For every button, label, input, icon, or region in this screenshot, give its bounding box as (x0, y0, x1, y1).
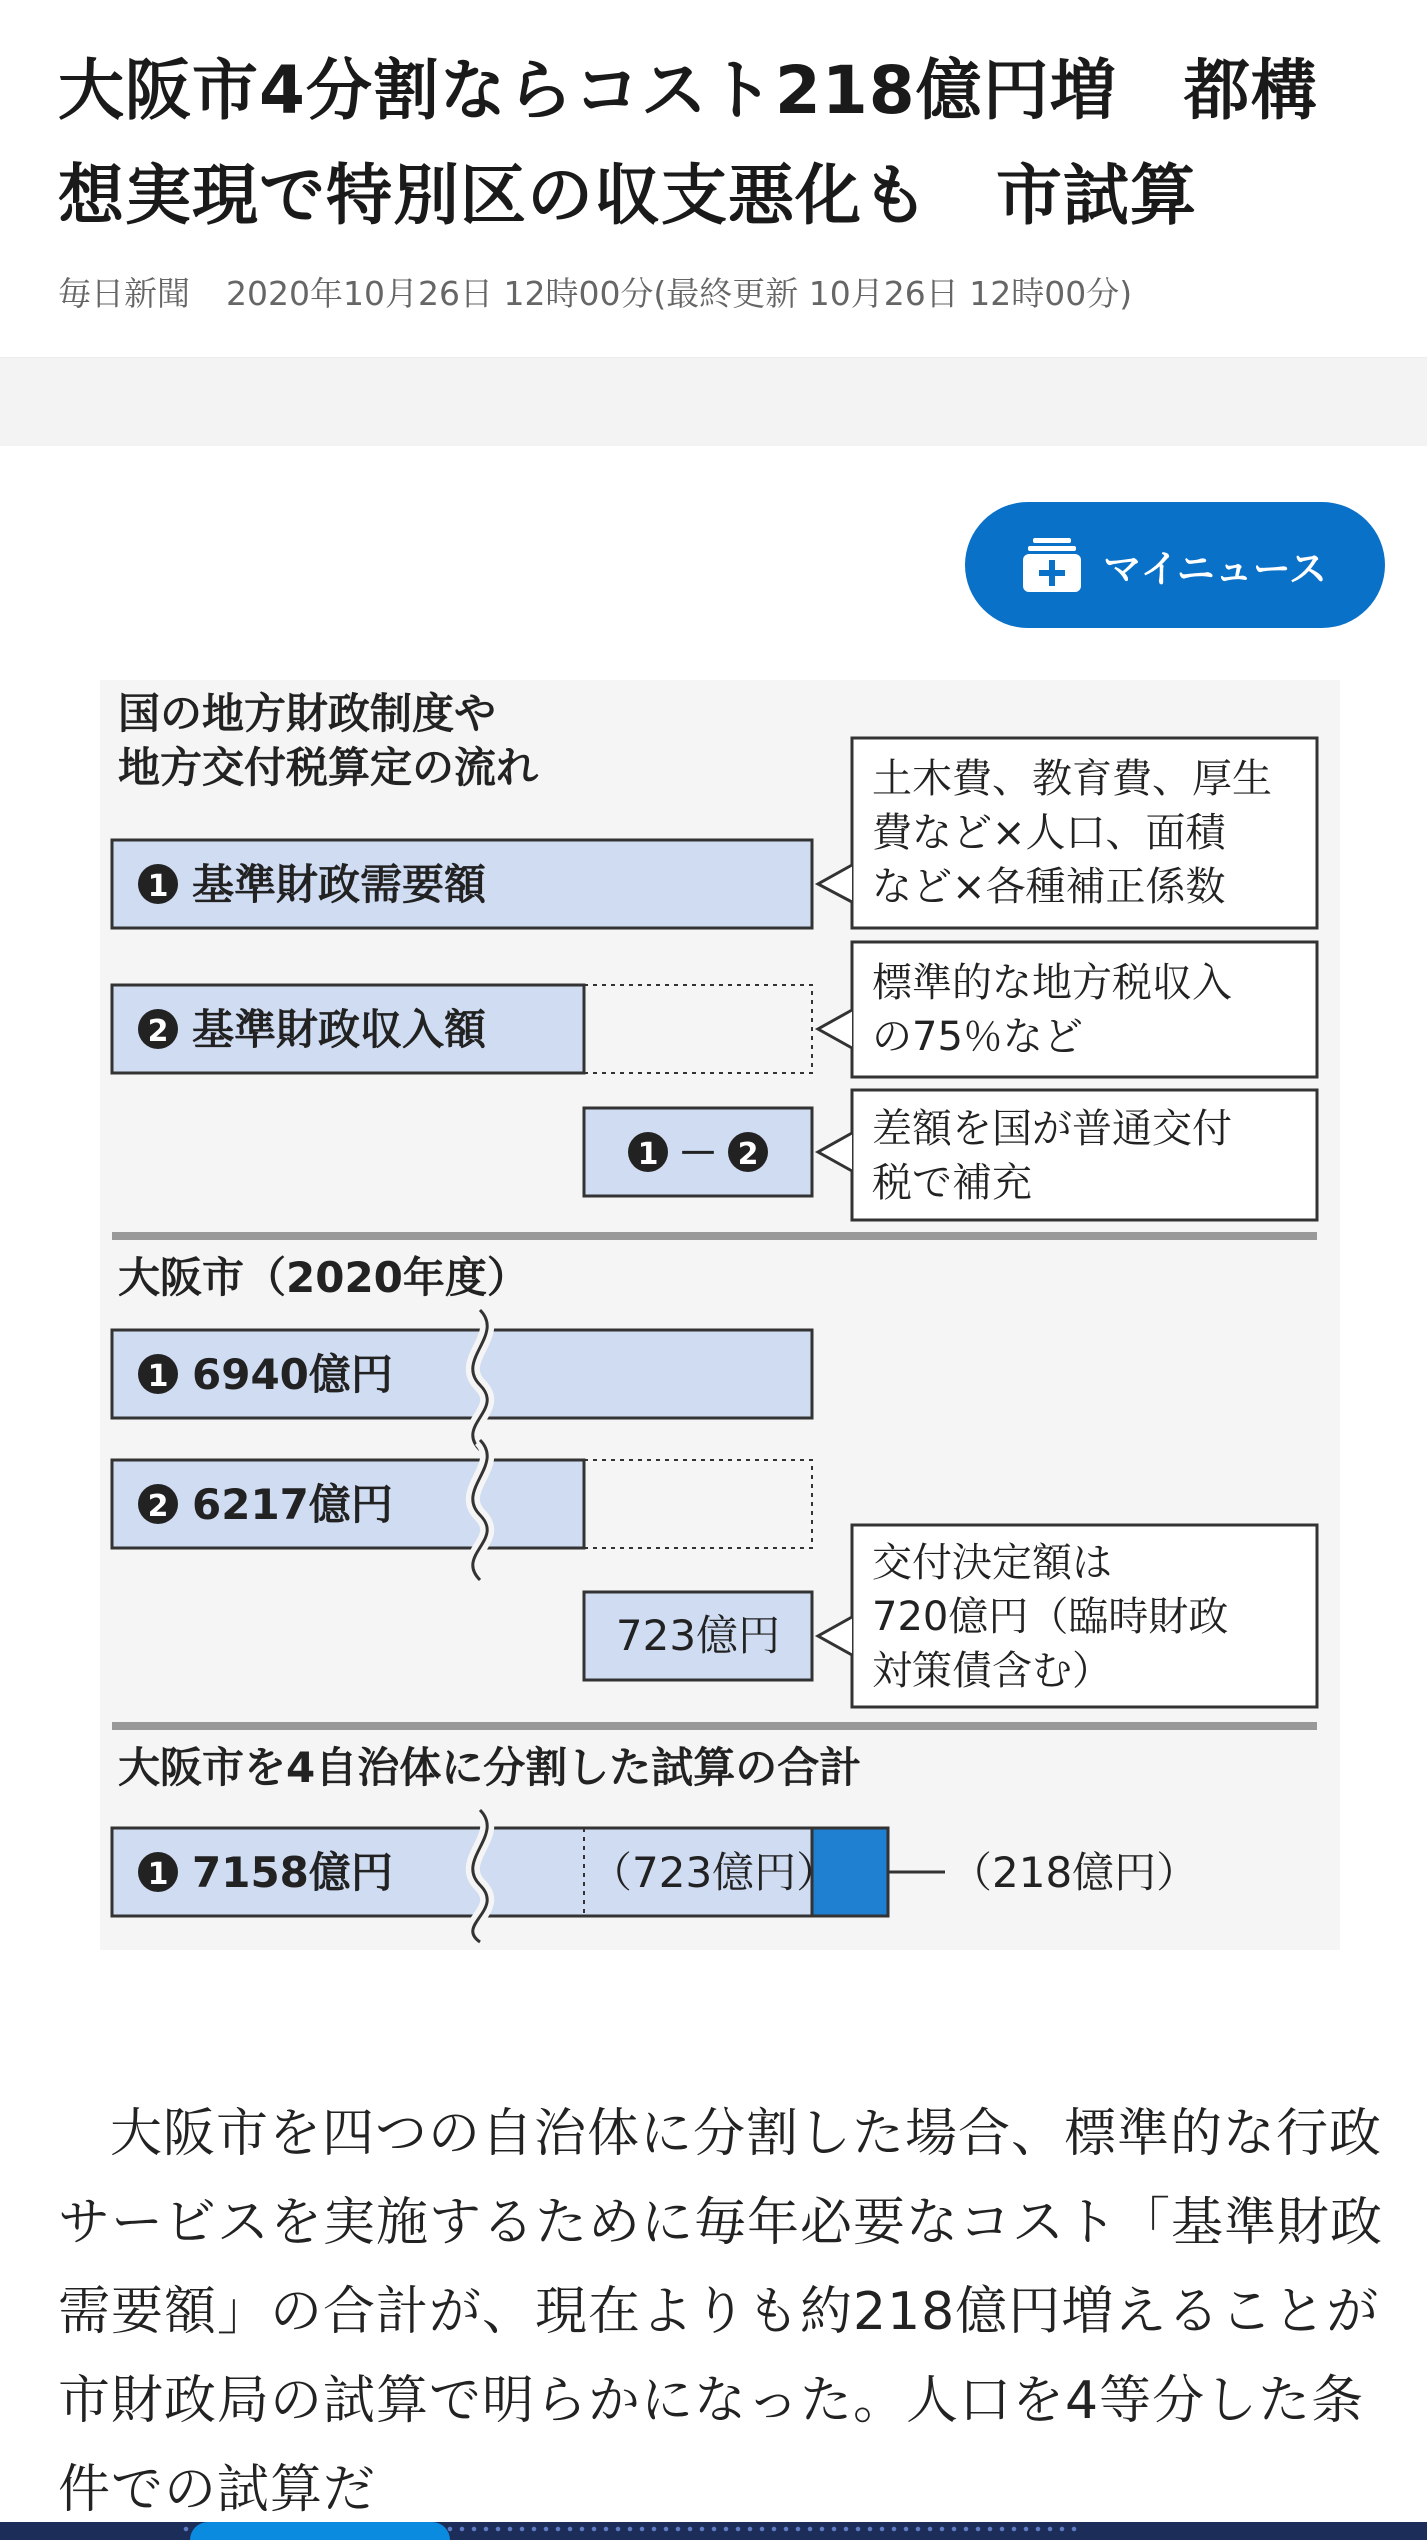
osaka-heading: 大阪市（2020年度） (118, 1253, 529, 1302)
note-difference-line-2: 税で補充 (872, 1160, 1032, 1206)
note-demand-line-2: 費など×人口、面積 (872, 810, 1226, 856)
note-difference-line-1: 差額を国が普通交付 (872, 1106, 1232, 1152)
note-demand-pointer (818, 865, 852, 902)
article-figure (100, 680, 1340, 1950)
osaka-revenue-value: 6217億円 (192, 1480, 393, 1529)
article-title: 大阪市4分割ならコスト218億円増 都構想実現で特別区の収支悪化も 市試算 (58, 52, 1318, 234)
diff-badge-1-text: 1 (637, 1137, 659, 1172)
note-revenue-pointer (818, 1010, 852, 1048)
note-difference-pointer (818, 1133, 852, 1171)
source-name: 毎日新聞 (58, 274, 190, 313)
diff-minus: － (678, 1131, 718, 1177)
num-badge-1-text: 1 (147, 869, 169, 904)
split-heading: 大阪市を4自治体に分割した試算の合計 (118, 1743, 862, 1792)
figure-heading-2: 地方交付税算定の流れ (118, 743, 539, 792)
add-to-list-icon (1023, 538, 1081, 592)
split-demand-value: 7158億円 (192, 1848, 393, 1897)
finance-flow-diagram (100, 680, 1340, 1950)
article-body: 大阪市を四つの自治体に分割した場合、標準的な行政サービスを実施するために毎年必要なコスト「基準財政需要額」の合計が、現在よりも約218億円増えることが市財政局の試算で明らかになった。人口を4等分した条件での試算だ (58, 2104, 1384, 2520)
banner-glow (190, 2522, 450, 2540)
bar-revenue-gap (584, 985, 812, 1073)
mynews-button[interactable] (965, 502, 1385, 628)
ad-placeholder-band (0, 357, 1427, 446)
note-grant-line-1: 交付決定額は (872, 1540, 1112, 1586)
note-demand-line-3: など×各種補正係数 (872, 864, 1226, 910)
note-revenue-line-1: 標準的な地方税収入 (872, 960, 1232, 1006)
figure-heading-1: 国の地方財政制度や (118, 689, 497, 738)
bottom-banner[interactable] (0, 2522, 1427, 2540)
osaka-badge-1-text: 1 (147, 1359, 169, 1394)
osaka-demand-value: 6940億円 (192, 1350, 393, 1399)
published-date: 2020年10月26日 12時00分(最終更新 10月26日 12時00分) (226, 274, 1133, 313)
split-badge-1-text: 1 (147, 1857, 169, 1892)
note-revenue-line-2: の75％など (872, 1014, 1083, 1060)
osaka-bar-revenue-gap (584, 1460, 812, 1548)
split-increase-value: （218億円） (950, 1848, 1199, 1897)
mynews-label: マイニュース (1103, 546, 1327, 591)
bar-demand-label: 基準財政需要額 (192, 860, 487, 909)
note-grant-line-2: 720億円（臨時財政 (872, 1594, 1229, 1640)
osaka-badge-2-text: 2 (147, 1489, 169, 1524)
section-divider-2 (112, 1722, 1317, 1730)
article-header (0, 0, 1427, 357)
osaka-difference-value: 723億円 (615, 1611, 781, 1660)
section-divider-1 (112, 1232, 1317, 1240)
note-demand-line-1: 土木費、教育費、厚生 (872, 756, 1272, 802)
note-grant-pointer (818, 1617, 852, 1655)
diff-badge-2-text: 2 (737, 1137, 759, 1172)
bar-revenue-label: 基準財政収入額 (192, 1005, 487, 1054)
article-meta (58, 268, 1132, 315)
num-badge-2-text: 2 (147, 1014, 169, 1049)
note-grant-line-3: 対策債含む） (872, 1648, 1112, 1694)
split-inner-value: （723億円） (590, 1848, 839, 1897)
